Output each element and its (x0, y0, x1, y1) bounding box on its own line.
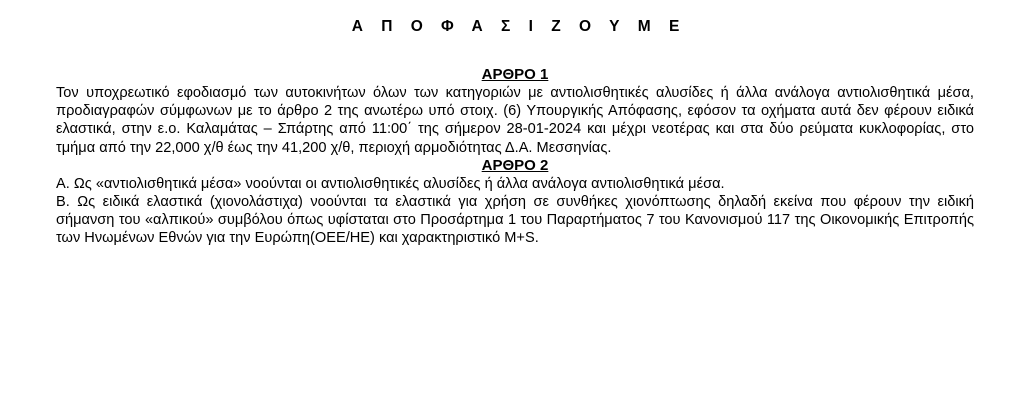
article-2-item-a: Α. Ως «αντιολισθητικά μέσα» νοούνται οι αντιολισθητικές αλυσίδες ή άλλα ανάλογα αντιολισθητικά μέσα. (56, 175, 725, 192)
article-2-item-b: Β. Ως ειδικά ελαστικά (χιονολάστιχα) νοούνται τα ελαστικά για χρήση σε συνθήκες χιονόπτωσης δηλαδή εκείνα που φέρουν την ειδική σήμανση του «αλπικού» συμβόλου όπως υφίσταται στο Προσάρτημα 1 του Παραρτήματος 7 του Κανονισμού 117 της Οικονομικής Επιτροπής των Ηνωμένων Εθνών για την Ευρώπη(ΟΕΕ/ΗΕ) και χαρακτηριστικό M+S. (56, 194, 974, 247)
decision-title: Α Π Ο Φ Α Σ Ι Ζ Ο Υ Μ Ε (351, 18, 687, 35)
article-1-text: Τον υποχρεωτικό εφοδιασμό των αυτοκινήτων όλων των κατηγοριών με αντιολισθητικές αλυσίδες ή άλλα ανάλογα αντιολισθητικά μέσα, προδιαγραφών σύμφωνων με το άρθρο 2 της ανωτέρω υπό στοιχ. (6) Υπουργικής Απόφασης, εφόσον τα οχήματα αυτά δεν φέρουν ειδικά ελαστικά, στην ε.ο. Καλαμάτας – Σπάρτης από 11:00΄ της σήμερον 28-01-2024 και μέχρι νεοτέρας και στα δύο ρεύματα κυκλοφορίας, στο τμήμα από την 22,000 χ/θ έως την 41,200 χ/θ, περιοχή αρμοδιότητας Δ.Α. Μεσσηνίας. (56, 85, 974, 156)
article-2-heading: ΑΡΘΡΟ 2 (481, 156, 549, 174)
article-1-heading: ΑΡΘΡΟ 1 (481, 66, 549, 83)
document-body (56, 14, 974, 248)
